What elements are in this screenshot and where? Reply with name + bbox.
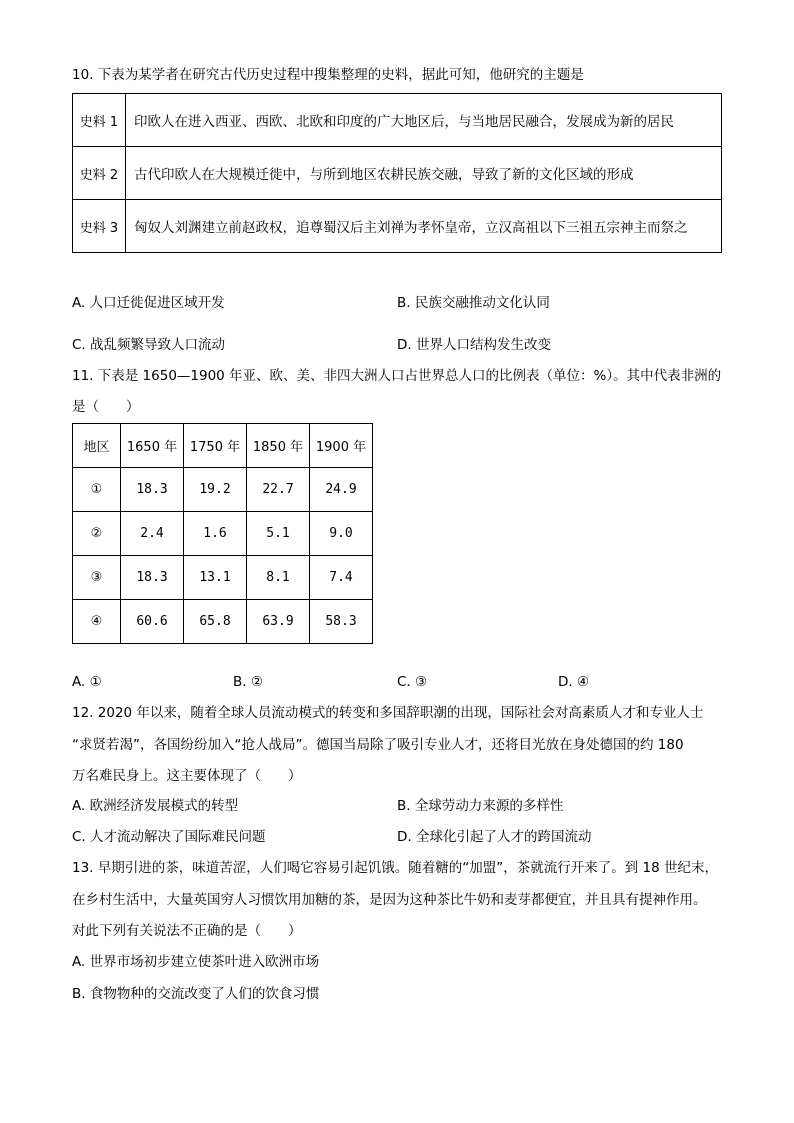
table-row (73, 468, 373, 512)
q13-stem-cont: 对此下列有关说法不正确的是（ ） (72, 923, 302, 939)
q10-option-c[interactable]: C. 战乱频繁导致人口流动 (72, 337, 226, 353)
q10-option-d[interactable]: D. 世界人口结构发生改变 (397, 337, 551, 353)
value-cell: 2.4 (121, 512, 184, 556)
q12-option-a[interactable]: A. 欧洲经济发展模式的转型 (72, 798, 239, 814)
source-text: 古代印欧人在大规模迁徙中，与所到地区农耕民族交融，导致了新的文化区域的形成 (126, 147, 722, 200)
value-cell: 58.3 (310, 600, 373, 644)
value-cell: 18.3 (121, 556, 184, 600)
q13-stem: 13. 早期引进的茶，味道苦涩，人们喝它容易引起饥饿。随着糖的“加盟”，茶就流行开来了。到 18 世纪末， (72, 860, 719, 876)
value-cell: 63.9 (247, 600, 310, 644)
q11-stem: 11. 下表是 1650—1900 年亚、欧、美、非四大洲人口占世界总人口的比例表（单位：%）。其中代表非洲的 (72, 368, 722, 384)
region-cell: ① (73, 468, 121, 512)
table-row (73, 94, 722, 147)
value-cell: 60.6 (121, 600, 184, 644)
header-cell: 地区 (73, 424, 121, 468)
region-cell: ④ (73, 600, 121, 644)
q12-stem-cont: 万名难民身上。这主要体现了（ ） (72, 768, 302, 784)
q12-stem-cont: “求贤若渴”，各国纷纷加入“抢人战局”。德国当局除了吸引专业人才，还将目光放在身处德国的约 180 (72, 737, 684, 753)
q11-option-c[interactable]: C. ③ (397, 674, 428, 690)
source-label: 史料 2 (73, 147, 126, 200)
table-row (73, 556, 373, 600)
value-cell: 5.1 (247, 512, 310, 556)
value-cell: 13.1 (184, 556, 247, 600)
value-cell: 65.8 (184, 600, 247, 644)
q12-option-c[interactable]: C. 人才流动解决了国际难民问题 (72, 829, 266, 845)
q11-stem-cont: 是（ ） (72, 399, 140, 415)
value-cell: 8.1 (247, 556, 310, 600)
region-cell: ③ (73, 556, 121, 600)
q13-stem-cont: 在乡村生活中，大量英国穷人习惯饮用加糖的茶，是因为这种茶比牛奶和麦芽都便宜，并且具有提神作用。 (72, 892, 707, 908)
q11-population-table (72, 423, 373, 644)
q10-source-table (72, 93, 722, 253)
table-row (73, 600, 373, 644)
source-text: 印欧人在进入西亚、西欧、北欧和印度的广大地区后，与当地居民融合，发展成为新的居民 (126, 94, 722, 147)
header-cell: 1900 年 (310, 424, 373, 468)
q12-stem: 12. 2020 年以来，随着全球人员流动模式的转变和多国辞职潮的出现，国际社会对高素质人才和专业人士 (72, 705, 704, 721)
q11-option-a[interactable]: A. ① (72, 674, 102, 690)
region-cell: ② (73, 512, 121, 556)
source-label: 史料 1 (73, 94, 126, 147)
value-cell: 9.0 (310, 512, 373, 556)
table-row (73, 147, 722, 200)
q11-option-d[interactable]: D. ④ (558, 674, 590, 690)
header-cell: 1650 年 (121, 424, 184, 468)
q13-option-b[interactable]: B. 食物物种的交流改变了人们的饮食习惯 (72, 986, 320, 1002)
table-header-row (73, 424, 373, 468)
q10-stem: 10. 下表为某学者在研究古代历史过程中搜集整理的史料，据此可知，他研究的主题是 (72, 67, 584, 83)
source-text: 匈奴人刘渊建立前赵政权，追尊蜀汉后主刘禅为孝怀皇帝，立汉高祖以下三祖五宗神主而祭之 (126, 200, 722, 253)
q10-option-b[interactable]: B. 民族交融推动文化认同 (397, 295, 550, 311)
source-label: 史料 3 (73, 200, 126, 253)
table-row (73, 200, 722, 253)
q12-option-d[interactable]: D. 全球化引起了人才的跨国流动 (397, 829, 592, 845)
q13-option-a[interactable]: A. 世界市场初步建立使茶叶进入欧洲市场 (72, 954, 320, 970)
value-cell: 24.9 (310, 468, 373, 512)
value-cell: 18.3 (121, 468, 184, 512)
table-row (73, 512, 373, 556)
q12-option-b[interactable]: B. 全球劳动力来源的多样性 (397, 798, 564, 814)
value-cell: 7.4 (310, 556, 373, 600)
header-cell: 1850 年 (247, 424, 310, 468)
q10-option-a[interactable]: A. 人口迁徙促进区域开发 (72, 295, 225, 311)
q11-option-b[interactable]: B. ② (233, 674, 263, 690)
value-cell: 1.6 (184, 512, 247, 556)
value-cell: 22.7 (247, 468, 310, 512)
header-cell: 1750 年 (184, 424, 247, 468)
value-cell: 19.2 (184, 468, 247, 512)
